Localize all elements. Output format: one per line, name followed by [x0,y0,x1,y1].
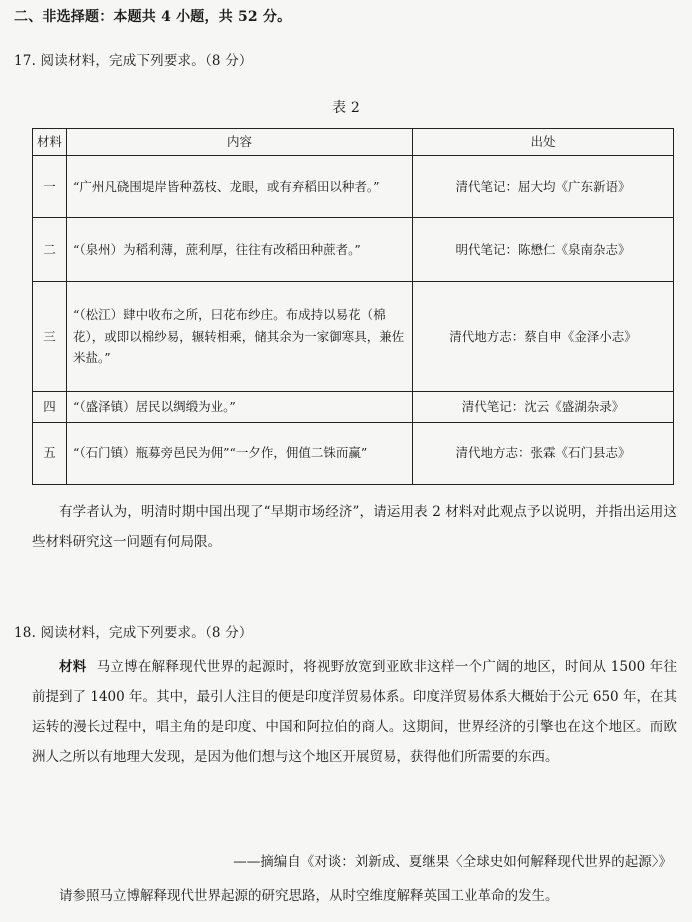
section-title: 二、非选择题：本题共 4 小题，共 52 分。 [14,9,292,25]
q17-heading: 17. 阅读材料，完成下列要求。（8 分） [14,53,253,69]
table-row [33,392,674,423]
header-source: 出处 [413,129,674,156]
row-number: 四 [33,392,67,423]
header-material: 材料 [33,129,67,156]
table-header-row [33,129,674,156]
table-row [33,282,674,392]
row-source: 清代地方志：张霖《石门县志》 [413,422,674,484]
row-number: 一 [33,156,67,218]
row-source: 明代笔记：陈懋仁《泉南杂志》 [413,218,674,282]
materials-table [32,128,674,485]
row-content: “广州凡硗围堤岸皆种荔枝、龙眼，或有弃稻田以种者。” [67,156,413,218]
row-content: “（石门镇）瓶募旁邑民为佣”“一夕作，佣值二铢而赢” [67,422,413,484]
row-content: “（泉州）为稻利薄，蔗利厚，往往有改稻田种蔗者。” [67,218,413,282]
row-number: 二 [33,218,67,282]
row-source: 清代笔记：沈云《盛湖杂录》 [413,392,674,423]
material-text: 马立博在解释现代世界的起源时，将视野放宽到亚欧非这样一个广阔的地区，时间从 1500 年往前提到了 1400 年。其中，最引人注目的便是印度洋贸易体系。印度洋贸易体系大概始于公元 650 年，在其运转的漫长过程中，唱主角的是印度、中国和阿拉伯的商人。这期间，世界经济的引擎也在这个地区。而欧洲人之所以有地理大发现，是因为他们想与这个地区开展贸易，获得他们所需要的东西。 [32,659,677,765]
row-number: 五 [33,422,67,484]
row-content: “（松江）肆中收布之所，曰花布纱庄。布成持以易花（棉花），或即以棉纱易，辗转相乘，储其余为一家御寒具，兼佐米盐。” [67,282,413,392]
material-label: 材料 [59,659,87,675]
table-caption: 表 2 [332,100,360,116]
header-content: 内容 [67,129,413,156]
table-row [33,156,674,218]
q18-prompt: 请参照马立博解释现代世界起源的研究思路，从时空维度解释英国工业革命的发生。 [59,888,559,904]
citation: ——摘编自《对谈：刘新成、夏继果〈全球史如何解释现代世界的起源〉》 [233,854,672,870]
table-row [33,422,674,484]
row-number: 三 [33,282,67,392]
q18-heading: 18. 阅读材料，完成下列要求。（8 分） [14,625,253,641]
row-source: 清代笔记：屈大均《广东新语》 [413,156,674,218]
q17-prompt: 有学者认为，明清时期中国出现了“早期市场经济”，请运用表 2 材料对此观点予以说明，并指出运用这些材料研究这一问题有何局限。 [32,504,677,550]
table-row [33,218,674,282]
q18-material [32,652,677,772]
row-content: “（盛泽镇）居民以绸缎为业。” [67,392,413,423]
row-source: 清代地方志：蔡自申《金泽小志》 [413,282,674,392]
